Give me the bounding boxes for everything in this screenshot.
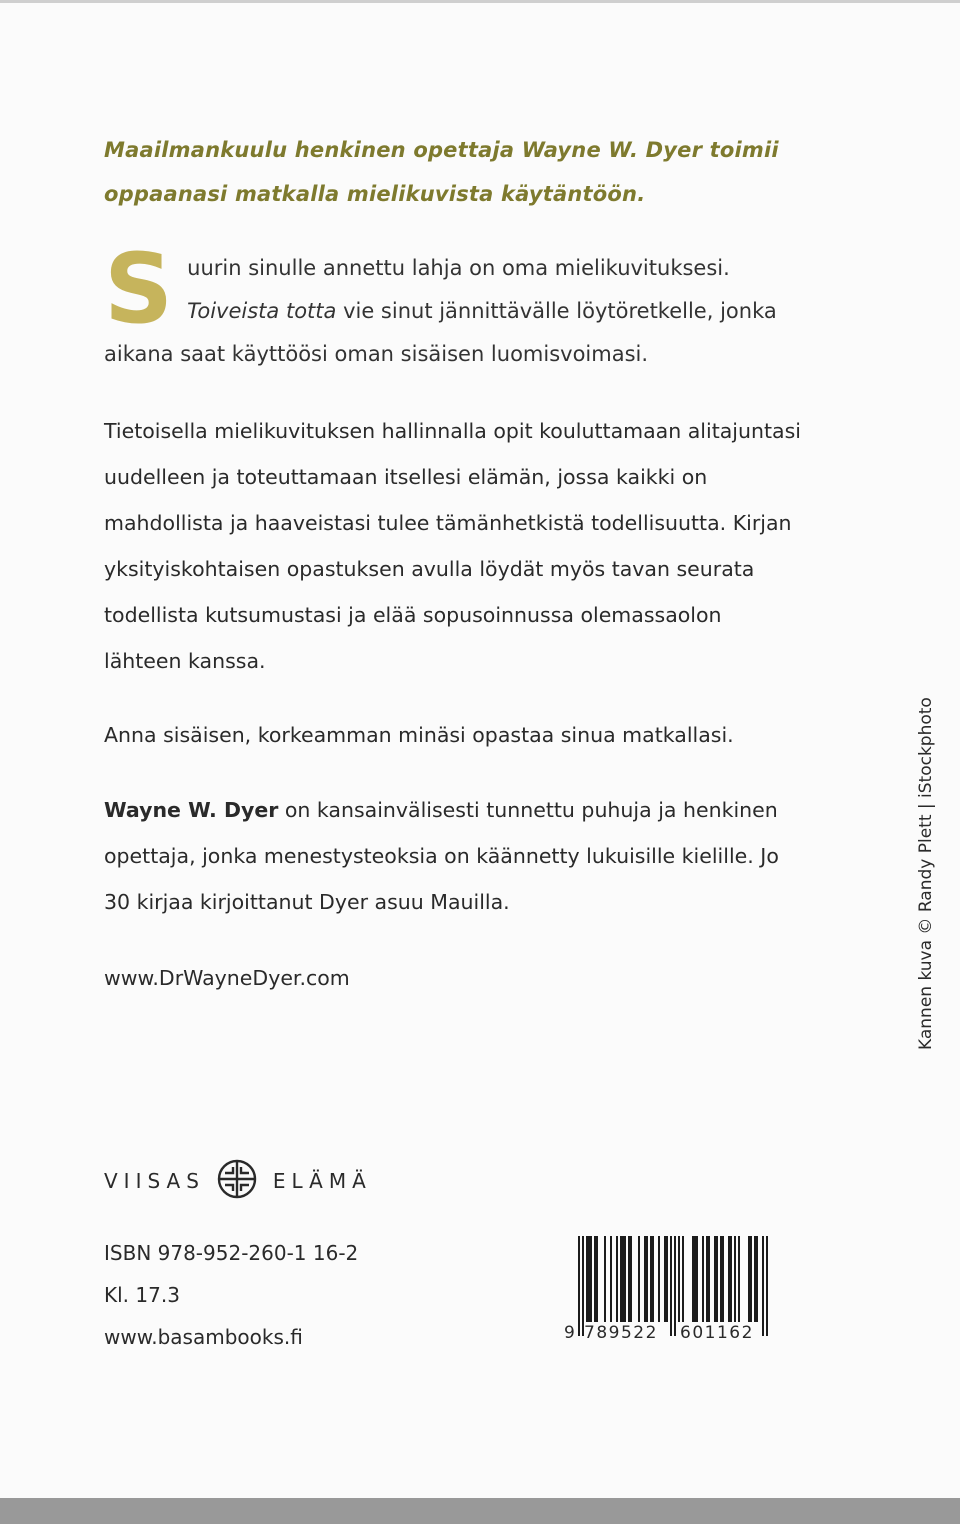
- barcode-bar: [650, 1236, 652, 1322]
- isbn-block: [104, 1232, 358, 1358]
- drop-cap: S: [104, 233, 174, 345]
- publisher-website: www.basambooks.fi: [104, 1325, 303, 1349]
- barcode-graphic: [562, 1232, 782, 1344]
- author-website: www.DrWayneDyer.com: [104, 966, 350, 990]
- description-paragraph: Tietoisella mielikuvituksen hallinnalla opit kouluttamaan alitajuntasi uudelleen ja toteuttamaan itsellesi elämän, jossa kaikki on mahdollista ja haaveistasi tulee tämänhetkistä todellisuutta. Kirjan yksityiskohtaisen opastuksen avulla löydät myös tavan seurata todellista kutsumustasi ja elää sopusoinnussa olemassaolon lähteen kanssa.: [104, 419, 801, 673]
- barcode-bar: [708, 1236, 710, 1322]
- book-title: Toiveista totta: [187, 299, 337, 323]
- barcode-bar: [644, 1236, 646, 1322]
- tagline-line-2: oppaanasi matkalla mielikuvista käytäntöön.: [104, 182, 646, 206]
- barcode-bar: [756, 1236, 758, 1322]
- barcode-bar: [754, 1236, 756, 1322]
- barcode-bar: [638, 1236, 640, 1322]
- barcode-bar: [734, 1236, 736, 1322]
- barcode-bar: [594, 1236, 596, 1322]
- publisher-name-left: VIISAS: [104, 1169, 205, 1193]
- barcode-bar: [658, 1236, 660, 1322]
- barcode-bar: [620, 1236, 622, 1322]
- barcode-bar: [586, 1236, 588, 1322]
- publisher-mark: [104, 1161, 372, 1201]
- barcode-bar: [716, 1236, 718, 1322]
- isbn: ISBN 978-952-260-1 16-2: [104, 1241, 359, 1265]
- barcode-group-2: 601162: [680, 1323, 754, 1343]
- closing-line: Anna sisäisen, korkeamman minäsi opastaa sinua matkallasi.: [104, 723, 734, 747]
- intro-text-1: uurin sinulle annettu lahja on oma mielikuvituksesi.: [187, 256, 730, 280]
- barcode-bar: [596, 1236, 598, 1322]
- barcode-bar: [630, 1236, 632, 1322]
- barcode-bar: [590, 1236, 592, 1322]
- intro-text-2: vie sinut jännittävälle löytöretkelle, jonka aikana saat käyttöösi oman sisäisen luomisvoimasi.: [104, 299, 777, 366]
- barcode-bar: [670, 1236, 672, 1336]
- barcode-bar: [720, 1236, 722, 1322]
- intro-paragraph: [104, 233, 824, 376]
- barcode-bar: [624, 1236, 626, 1322]
- barcode-bar: [610, 1236, 612, 1322]
- barcode-bar: [762, 1236, 764, 1336]
- barcode-bar: [722, 1236, 724, 1322]
- barcode-bar: [622, 1236, 624, 1322]
- classification: Kl. 17.3: [104, 1283, 180, 1307]
- barcode-bar: [730, 1236, 732, 1322]
- barcode-bar: [738, 1236, 740, 1322]
- barcode-bar: [578, 1236, 580, 1336]
- bottom-edge-band: [0, 1498, 960, 1524]
- barcode-lead-digit: 9: [564, 1323, 575, 1343]
- barcode-bar: [766, 1236, 768, 1336]
- barcode-bar: [696, 1236, 698, 1322]
- barcode-bar: [694, 1236, 696, 1322]
- barcode-bar: [702, 1236, 704, 1322]
- barcode-bar: [604, 1236, 606, 1322]
- barcode-bar: [748, 1236, 750, 1322]
- tagline-line-1: Maailmankuulu henkinen opettaja Wayne W. Dyer toimii: [104, 138, 779, 162]
- barcode-bar: [664, 1236, 666, 1322]
- barcode-bar: [646, 1236, 648, 1322]
- barcode-bar: [678, 1236, 680, 1322]
- barcode-bar: [628, 1236, 630, 1322]
- author-bio-text: on kansainvälisesti tunnettu puhuja ja henkinen opettaja, jonka menestysteoksia on käännetty lukuisille kielille. Jo 30 kirjaa kirjoittanut Dyer asuu Mauilla.: [104, 798, 779, 914]
- author-name: Wayne W. Dyer: [104, 798, 279, 822]
- viisas-elama-logo-icon: [215, 1159, 259, 1204]
- barcode-bar: [682, 1236, 684, 1322]
- barcode-bar: [674, 1236, 676, 1336]
- barcode-bar: [652, 1236, 654, 1322]
- barcode-bar: [692, 1236, 694, 1322]
- barcode-bar: [706, 1236, 708, 1322]
- barcode-bar: [750, 1236, 752, 1322]
- barcode-bar: [666, 1236, 668, 1322]
- cover-photo-credit: Kannen kuva © Randy Plett | iStockphoto: [916, 697, 936, 1050]
- barcode-bar: [588, 1236, 590, 1322]
- tagline: [104, 128, 804, 216]
- barcode-bar: [714, 1236, 716, 1322]
- barcode-group-1: 789522: [584, 1323, 658, 1343]
- top-edge: [0, 0, 960, 3]
- author-bio: [104, 787, 804, 925]
- barcode-bar: [582, 1236, 584, 1336]
- publisher-name-right: ELÄMÄ: [272, 1169, 372, 1193]
- isbn-barcode: [562, 1232, 782, 1344]
- barcode-bar: [616, 1236, 618, 1322]
- barcode-bar: [728, 1236, 730, 1322]
